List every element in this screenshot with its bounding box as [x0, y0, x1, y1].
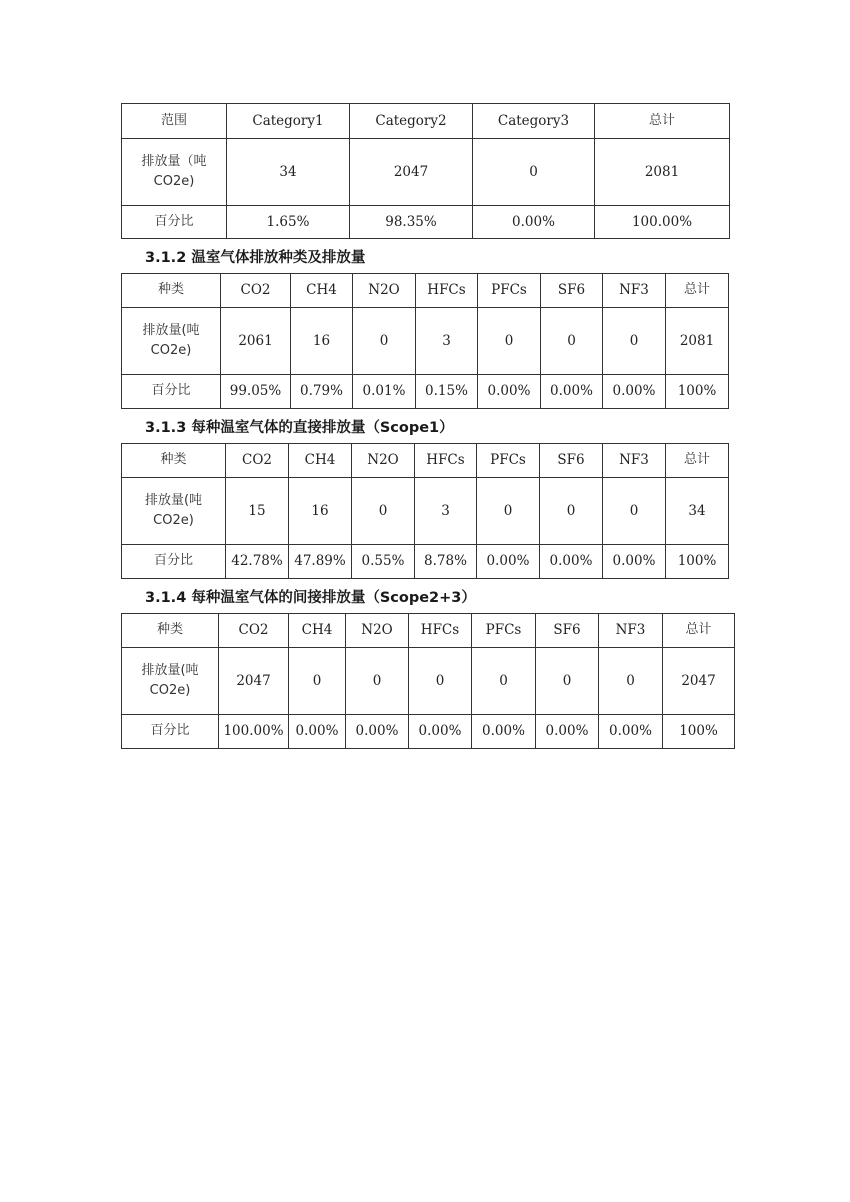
table-cell: 8.78%: [415, 545, 477, 579]
header-cell: CH4: [291, 274, 353, 308]
scope-category-table: [121, 103, 730, 239]
table-header-row: [122, 104, 730, 139]
table-cell: 0: [478, 308, 541, 375]
table-cell: 0: [536, 648, 599, 715]
table-cell: 3: [415, 478, 477, 545]
header-cell: NF3: [599, 614, 663, 648]
header-cell: PFCs: [478, 274, 541, 308]
table-cell: 100%: [666, 545, 729, 579]
table-cell: 100%: [663, 715, 735, 749]
table-cell: 0: [599, 648, 663, 715]
header-cell: Category2: [350, 104, 473, 139]
row-label: 百分比: [122, 375, 221, 409]
row-label: 排放量(吨 CO2e): [122, 478, 226, 545]
table-cell: 0.00%: [541, 375, 603, 409]
table-cell: 100.00%: [219, 715, 289, 749]
table-row: [122, 139, 730, 206]
header-cell: CH4: [289, 614, 346, 648]
header-cell: 种类: [122, 274, 221, 308]
table-cell: 0.01%: [353, 375, 416, 409]
header-cell: 范围: [122, 104, 227, 139]
header-cell: HFCs: [415, 444, 477, 478]
table-cell: 0.55%: [352, 545, 415, 579]
section-heading: 3.1.4 每种温室气体的间接排放量（Scope2+3）: [145, 590, 476, 606]
scope2-3-emissions-table: [121, 613, 735, 749]
header-cell: N2O: [353, 274, 416, 308]
header-cell: 种类: [122, 444, 226, 478]
table-cell: 0.00%: [603, 545, 666, 579]
table-cell: 100%: [666, 375, 729, 409]
header-cell: NF3: [603, 444, 666, 478]
table-cell: 16: [291, 308, 353, 375]
table-cell: 0.00%: [473, 206, 595, 239]
table-cell: 2081: [666, 308, 729, 375]
header-cell: SF6: [540, 444, 603, 478]
table-cell: 0.00%: [478, 375, 541, 409]
table-cell: 0.79%: [291, 375, 353, 409]
table-cell: 2061: [221, 308, 291, 375]
header-cell: 种类: [122, 614, 219, 648]
header-cell: 总计: [666, 444, 729, 478]
table-cell: 0.00%: [289, 715, 346, 749]
table-cell: 42.78%: [226, 545, 289, 579]
header-cell: CO2: [219, 614, 289, 648]
table-cell: 0.15%: [416, 375, 478, 409]
table-cell: 0: [352, 478, 415, 545]
scope1-emissions-table: [121, 443, 729, 579]
table-cell: 0: [289, 648, 346, 715]
header-cell: CO2: [226, 444, 289, 478]
table-row: [122, 375, 729, 409]
table-header-row: [122, 444, 729, 478]
table-cell: 1.65%: [227, 206, 350, 239]
table-row: [122, 206, 730, 239]
table-cell: 0.00%: [472, 715, 536, 749]
table-row: [122, 308, 729, 375]
gas-type-emissions-table: [121, 273, 729, 409]
table-cell: 0: [603, 478, 666, 545]
header-cell: CH4: [289, 444, 352, 478]
table-cell: 0.00%: [536, 715, 599, 749]
row-label: 百分比: [122, 206, 227, 239]
table-cell: 0: [477, 478, 540, 545]
table-cell: 2047: [663, 648, 735, 715]
table-cell: 0: [540, 478, 603, 545]
table-cell: 2047: [350, 139, 473, 206]
table-cell: 0: [603, 308, 666, 375]
table-cell: 15: [226, 478, 289, 545]
table-cell: 0.00%: [599, 715, 663, 749]
section-heading: 3.1.3 每种温室气体的直接排放量（Scope1）: [145, 420, 454, 436]
table-cell: 0: [473, 139, 595, 206]
header-cell: Category3: [473, 104, 595, 139]
header-cell: PFCs: [477, 444, 540, 478]
header-cell: HFCs: [409, 614, 472, 648]
table-cell: 2047: [219, 648, 289, 715]
row-label: 排放量（吨 CO2e): [122, 139, 227, 206]
header-cell: 总计: [663, 614, 735, 648]
header-cell: Category1: [227, 104, 350, 139]
table-cell: 99.05%: [221, 375, 291, 409]
header-cell: NF3: [603, 274, 666, 308]
table-cell: 0.00%: [603, 375, 666, 409]
table-cell: 16: [289, 478, 352, 545]
header-cell: SF6: [541, 274, 603, 308]
table-cell: 98.35%: [350, 206, 473, 239]
section-heading: 3.1.2 温室气体排放种类及排放量: [145, 250, 366, 266]
row-label: 百分比: [122, 545, 226, 579]
table-cell: 2081: [595, 139, 730, 206]
header-cell: PFCs: [472, 614, 536, 648]
table-row: [122, 715, 735, 749]
header-cell: CO2: [221, 274, 291, 308]
table-cell: 0: [472, 648, 536, 715]
table-cell: 0: [353, 308, 416, 375]
table-cell: 0.00%: [346, 715, 409, 749]
table-cell: 0: [346, 648, 409, 715]
row-label: 百分比: [122, 715, 219, 749]
table-header-row: [122, 274, 729, 308]
table-cell: 3: [416, 308, 478, 375]
table-row: [122, 648, 735, 715]
row-label: 排放量(吨 CO2e): [122, 648, 219, 715]
table-row: [122, 478, 729, 545]
header-cell: N2O: [352, 444, 415, 478]
table-header-row: [122, 614, 735, 648]
header-cell: 总计: [666, 274, 729, 308]
header-cell: HFCs: [416, 274, 478, 308]
header-cell: SF6: [536, 614, 599, 648]
table-cell: 0.00%: [477, 545, 540, 579]
header-cell: 总计: [595, 104, 730, 139]
table-cell: 0: [541, 308, 603, 375]
row-label: 排放量(吨 CO2e): [122, 308, 221, 375]
table-cell: 0.00%: [409, 715, 472, 749]
table-cell: 100.00%: [595, 206, 730, 239]
table-cell: 34: [227, 139, 350, 206]
table-cell: 0: [409, 648, 472, 715]
header-cell: N2O: [346, 614, 409, 648]
table-cell: 34: [666, 478, 729, 545]
table-row: [122, 545, 729, 579]
table-cell: 47.89%: [289, 545, 352, 579]
table-cell: 0.00%: [540, 545, 603, 579]
